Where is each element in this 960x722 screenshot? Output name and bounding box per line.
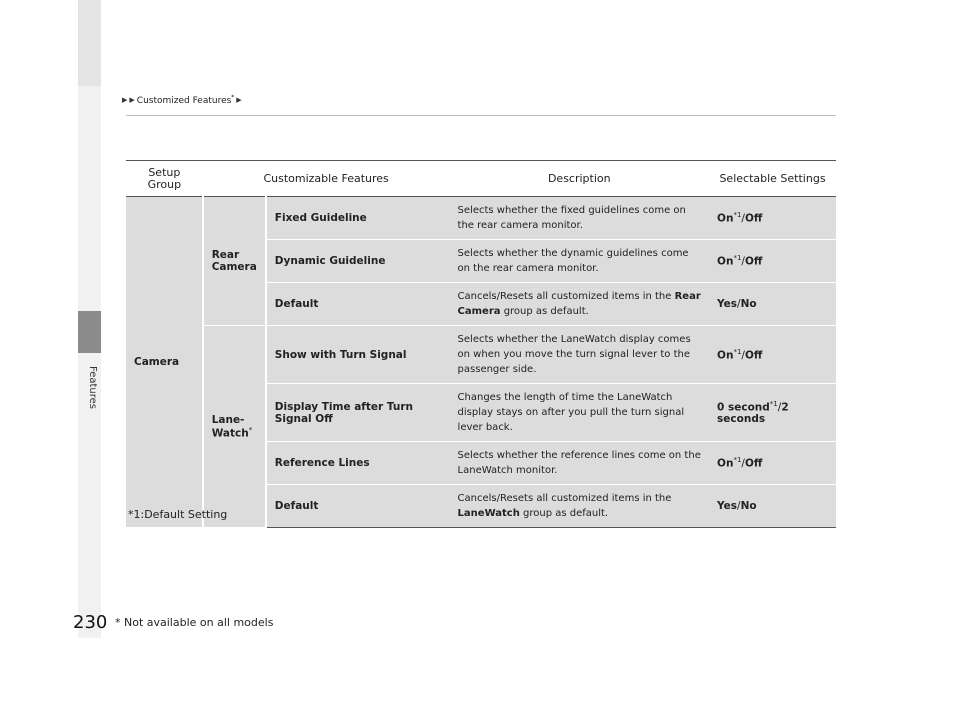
chevron-right-icon: ▶: [129, 96, 135, 104]
feature-cell: Reference Lines: [266, 442, 450, 485]
page-number: 230: [73, 612, 108, 633]
feature-cell: Dynamic Guideline: [266, 240, 450, 283]
setting-cell: On$^{*1}$/Off: [709, 326, 836, 384]
setting-cell: On$^{*1}$/Off: [709, 197, 836, 240]
header-divider: [126, 115, 836, 116]
setting-cell: 0 second$^{*1}$/2 seconds: [709, 384, 836, 442]
subgroup-cell-rear-camera: Rear Camera: [203, 197, 266, 326]
column-header-features: Customizable Features: [203, 161, 450, 197]
feature-cell: Fixed Guideline: [266, 197, 450, 240]
feature-cell: Default: [266, 283, 450, 326]
setting-cell: On$^{*1}$/Off: [709, 442, 836, 485]
description-cell: Selects whether the reference lines come on the LaneWatch monitor.: [450, 442, 709, 485]
description-cell: Cancels/Resets all customized items in the Rear Camera group as default.: [450, 283, 709, 326]
footnote: *1:Default Setting: [128, 508, 228, 521]
chevron-right-icon: ▶: [236, 96, 242, 104]
chevron-right-icon: ▶: [122, 96, 128, 104]
side-tab-strip: [78, 86, 101, 638]
column-header-settings: Selectable Settings: [709, 161, 836, 197]
table-row: [126, 326, 836, 384]
description-cell: Selects whether the dynamic guidelines come on the rear camera monitor.: [450, 240, 709, 283]
side-tab-label: Features: [87, 366, 98, 409]
setting-cell: Yes/No: [709, 485, 836, 528]
table-header-row: [126, 161, 836, 197]
table-row: [126, 197, 836, 240]
side-tab-marker: [78, 311, 101, 353]
subgroup-cell-lane-watch: Lane-Watch*: [203, 326, 266, 528]
settings-table: [126, 160, 836, 528]
setting-cell: On$^{*1}$/Off: [709, 240, 836, 283]
description-cell: Cancels/Resets all customized items in the LaneWatch group as default.: [450, 485, 709, 528]
column-header-setup-group: Setup Group: [126, 161, 203, 197]
feature-cell: Show with Turn Signal: [266, 326, 450, 384]
side-tab-top: [78, 0, 101, 86]
breadcrumb: [122, 94, 242, 106]
feature-cell: Display Time after Turn Signal Off: [266, 384, 450, 442]
column-header-description: Description: [450, 161, 709, 197]
availability-note: * Not available on all models: [115, 616, 274, 629]
group-cell-camera: Camera: [126, 197, 203, 528]
description-cell: Selects whether the LaneWatch display comes on when you move the turn signal lever to the passenger side.: [450, 326, 709, 384]
breadcrumb-link[interactable]: Customized Features*: [136, 94, 235, 106]
setting-cell: Yes/No: [709, 283, 836, 326]
description-cell: Selects whether the fixed guidelines come on the rear camera monitor.: [450, 197, 709, 240]
feature-cell: Default: [266, 485, 450, 528]
description-cell: Changes the length of time the LaneWatch display stays on after you pull the turn signal lever back.: [450, 384, 709, 442]
